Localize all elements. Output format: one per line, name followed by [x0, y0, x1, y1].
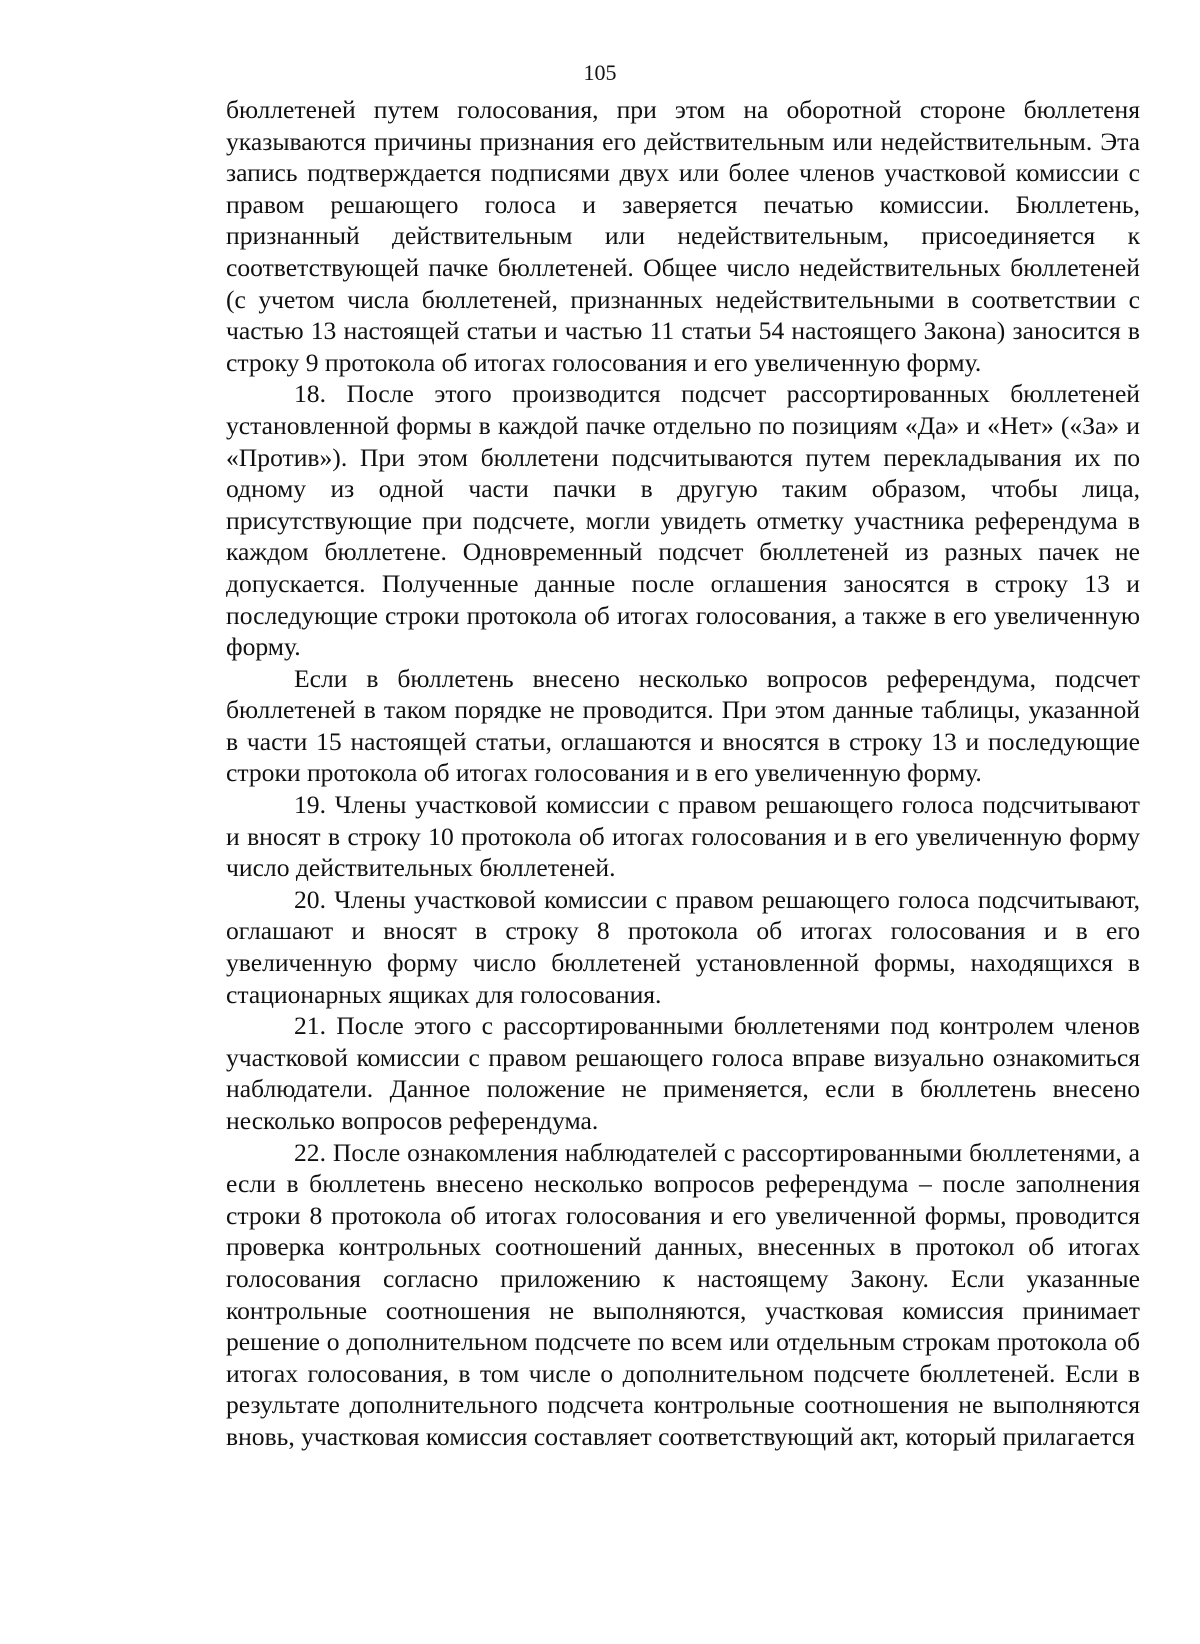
paragraph-22: 22. После ознакомления наблюдателей с рассортированными бюллетенями, а если в бюллетень внесено несколько вопросов референдума – после заполнения строки 8 протокола об итогах голосования и его увеличенной формы, проводится проверка контрольных соотношений данных, внесенных в протокол об итогах голосования согласно приложению к настоящему Закону. Если указанные контрольные соотношения не выполняются, участковая комиссия принимает решение о дополнительном подсчете по всем или отдельным строкам протокола об итогах голосования, в том числе о дополнительном подсчете бюллетеней. Если в результате дополнительного подсчета контрольные соотношения не выполняются вновь, участковая комиссия составляет соответствующий акт, который прилагается — [226, 1137, 1140, 1451]
paragraph-20: 20. Члены участковой комиссии с правом решающего голоса подсчитывают, оглашают и вносят в строку 8 протокола об итогах голосования и в его увеличенную форму число бюллетеней установленной формы, находящихся в стационарных ящиках для голосования. — [226, 884, 1140, 1009]
paragraph-19: 19. Члены участковой комиссии с правом решающего голоса подсчитывают и вносят в строку 10 протокола об итогах голосования и в его увеличенную форму число действительных бюллетеней. — [226, 790, 1140, 883]
document-body — [226, 94, 1140, 1453]
page-number: 105 — [583, 60, 617, 85]
paragraph-21: 21. После этого с рассортированными бюллетенями под контролем членов участковой комиссии с правом решающего голоса вправе визуально ознакомиться наблюдатели. Данное положение не применяется, если в бюллетень внесено несколько вопросов референдума. — [226, 1011, 1140, 1135]
paragraph-18-addendum: Если в бюллетень внесено несколько вопросов референдума, подсчет бюллетеней в таком порядке не проводится. При этом данные таблицы, указанной в части 15 настоящей статьи, оглашаются и вносятся в строку 13 и последующие строки протокола об итогах голосования и в его увеличенную форму. — [226, 663, 1140, 788]
paragraph-18: 18. После этого производится подсчет рассортированных бюллетеней установленной формы в каждой пачке отдельно по позициям «Да» и «Нет» («За» и «Против»). При этом бюллетени подсчитываются путем перекладывания их по одному из одной части пачки в другую таким образом, чтобы лица, присутствующие при подсчете, могли увидеть отметку участника референдума в каждом бюллетене. Одновременный подсчет бюллетеней из разных пачек не допускается. Полученные данные после оглашения заносятся в строку 13 и последующие строки протокола об итогах голосования, а также в его увеличенную форму. — [226, 379, 1140, 662]
paragraph-continuation: бюллетеней путем голосования, при этом на оборотной стороне бюллетеня указываются причины признания его действительным или недействительным. Эта запись подтверждается подписями двух или более членов участковой комиссии с правом решающего голоса и заверяется печатью комиссии. Бюллетень, признанный действительным или недействительным, присоединяется к соответствующей пачке бюллетеней. Общее число недействительных бюллетеней (с учетом числа бюллетеней, признанных недействительными в соответствии с частью 13 настоящей статьи и частью 11 статьи 54 настоящего Закона) заносится в строку 9 протокола об итогах голосования и его увеличенную форму. — [226, 95, 1140, 377]
